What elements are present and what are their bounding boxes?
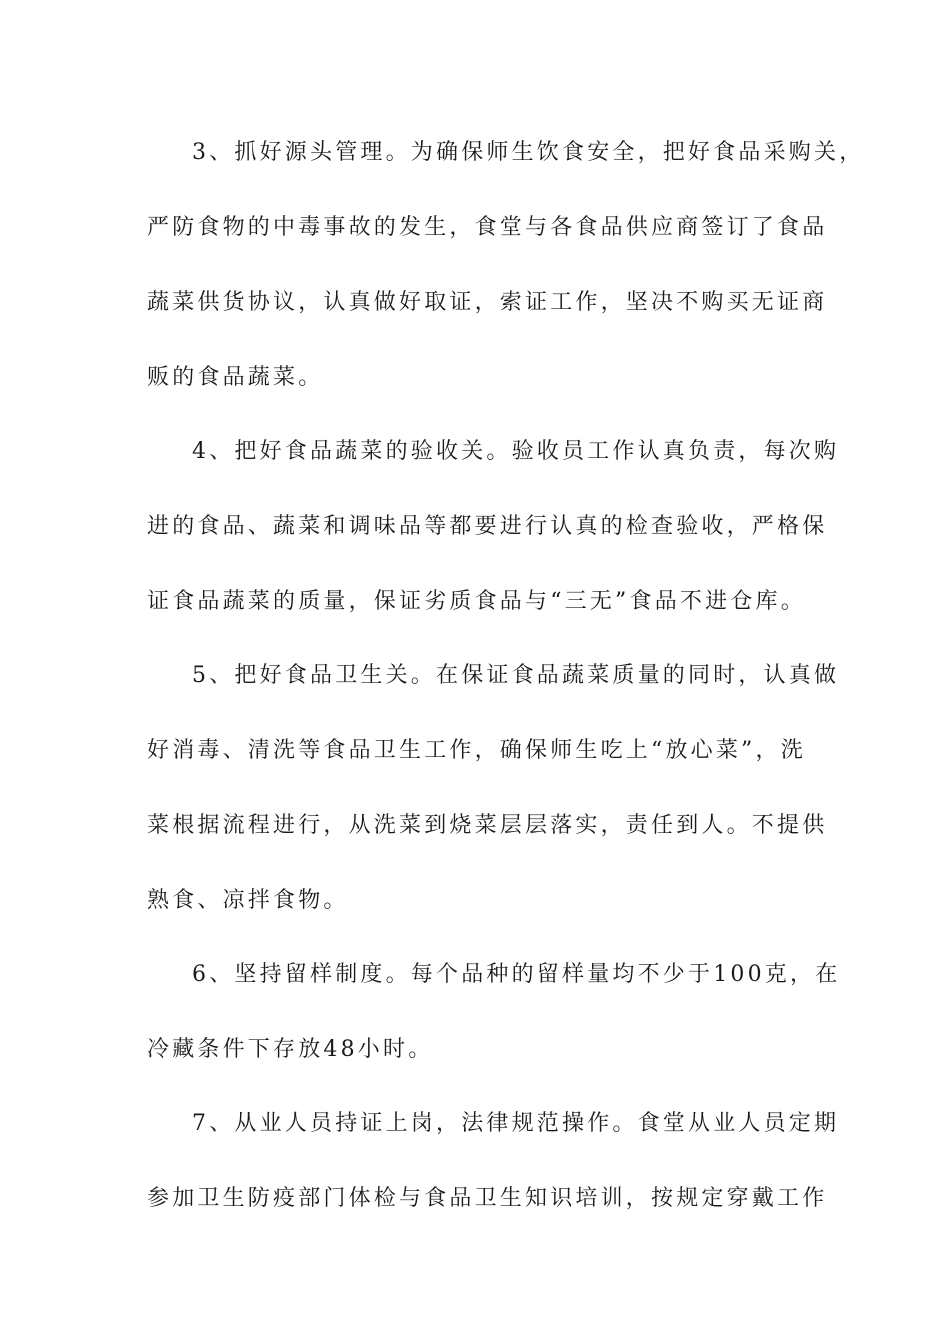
paragraph-5-line-3: 菜根据流程进行，从洗菜到烧菜层层落实，责任到人。不提供 xyxy=(147,813,828,838)
paragraph-5-line-2: 好消毒、清洗等食品卫生工作，确保师生吃上“放心菜”，洗 xyxy=(147,738,806,763)
paragraph-4-line-2: 进的食品、蔬菜和调味品等都要进行认真的检查验收，严格保 xyxy=(147,514,828,539)
paragraph-3-line-3: 蔬菜供货协议，认真做好取证，索证工作，坚决不购买无证商 xyxy=(147,290,828,315)
paragraph-6-line-1: 6、坚持留样制度。每个品种的留样量均不少于100克，在 xyxy=(192,962,841,987)
paragraph-3-line-1: 3、抓好源头管理。为确保师生饮食安全，把好食品采购关， xyxy=(192,140,865,165)
paragraph-7-line-1: 7、从业人员持证上岗，法律规范操作。食堂从业人员定期 xyxy=(192,1111,840,1136)
paragraph-7-line-2: 参加卫生防疫部门体检与食品卫生知识培训，按规定穿戴工作 xyxy=(147,1186,828,1211)
paragraph-3-line-2: 严防食物的中毒事故的发生，食堂与各食品供应商签订了食品 xyxy=(147,215,828,240)
paragraph-3-line-4: 贩的食品蔬菜。 xyxy=(147,365,324,390)
paragraph-5-line-4: 熟食、凉拌食物。 xyxy=(147,888,349,913)
paragraph-4-line-3: 证食品蔬菜的质量，保证劣质食品与“三无”食品不进仓库。 xyxy=(147,589,806,614)
paragraph-5-line-1: 5、把好食品卫生关。在保证食品蔬菜质量的同时，认真做 xyxy=(192,663,840,688)
paragraph-6-line-2: 冷藏条件下存放48小时。 xyxy=(147,1037,434,1062)
paragraph-4-line-1: 4、把好食品蔬菜的验收关。验收员工作认真负责，每次购 xyxy=(192,439,840,464)
